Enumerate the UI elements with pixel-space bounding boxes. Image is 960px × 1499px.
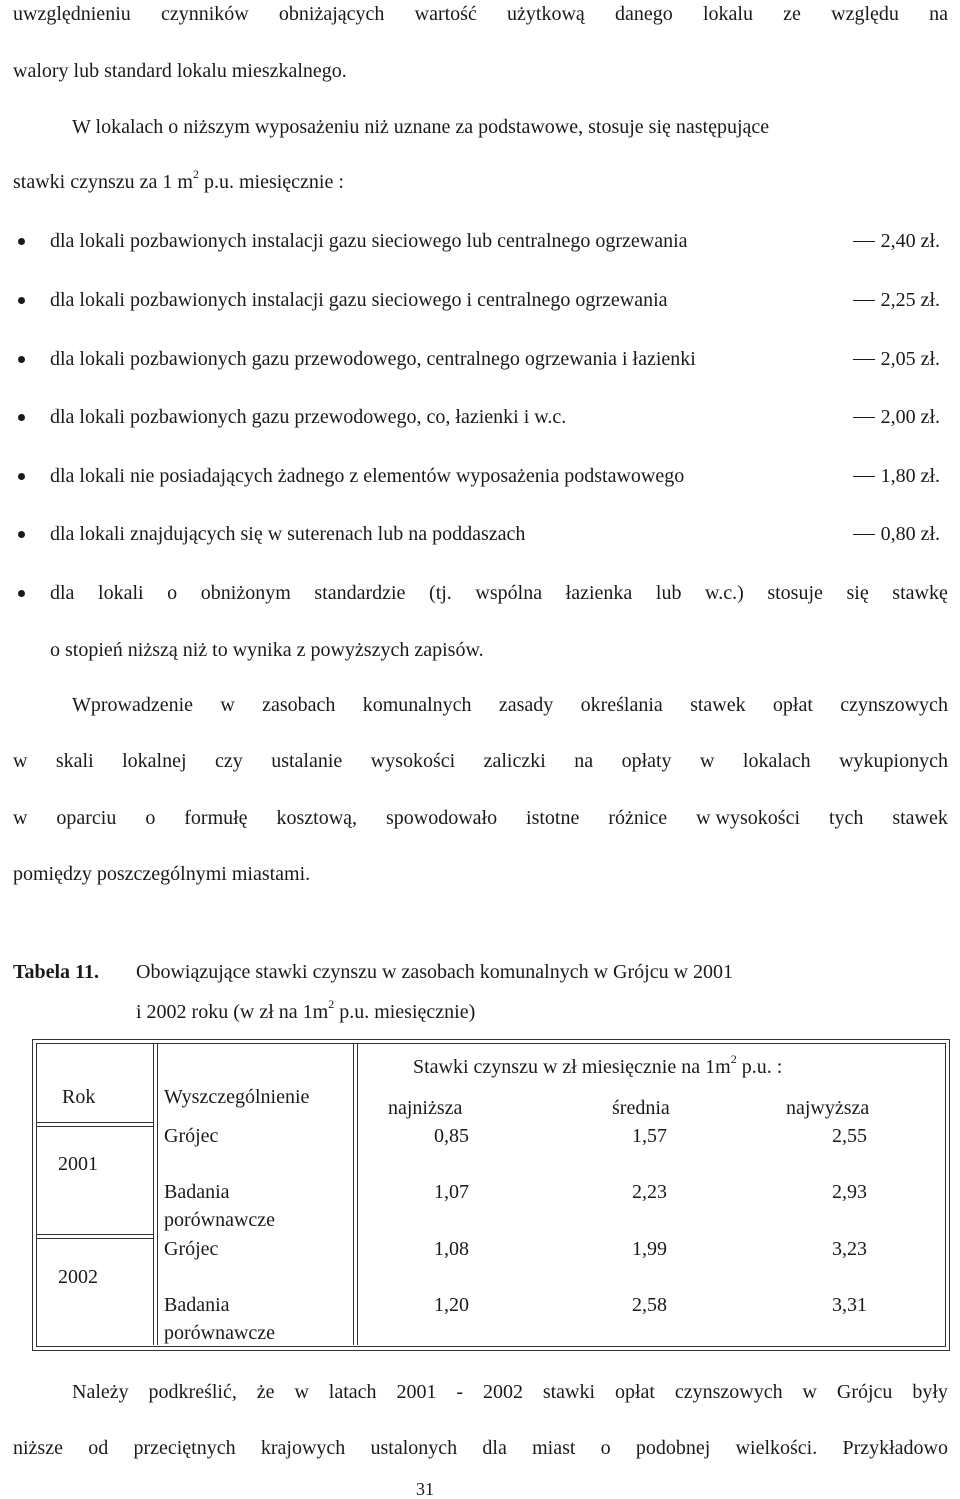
dash-icon bbox=[853, 300, 875, 302]
word: kosztową, bbox=[276, 807, 358, 829]
paragraph4-line1 bbox=[72, 1382, 948, 1402]
bullet-dot bbox=[18, 297, 25, 304]
table-cell-min: 1,08 bbox=[434, 1238, 469, 1260]
word: użytkową bbox=[507, 3, 585, 25]
word: na bbox=[574, 750, 594, 772]
table-divider bbox=[36, 1126, 153, 1127]
word: wielkości. bbox=[735, 1437, 818, 1459]
bullet-dot bbox=[18, 531, 25, 538]
rate-description: dla lokali pozbawionych gazu przewodowego, centralnego ogrzewania i łazienki bbox=[50, 348, 696, 370]
word: danego bbox=[615, 3, 673, 25]
rate-amount bbox=[853, 524, 940, 544]
word: latach bbox=[328, 1381, 377, 1403]
rate-amount bbox=[853, 231, 940, 251]
word: (tj. bbox=[429, 582, 452, 604]
rate-description: dla lokali znajdujących się w suterenach lub na poddaszach bbox=[50, 523, 526, 545]
word: stawek bbox=[690, 694, 746, 716]
table-cell-max: 3,31 bbox=[832, 1294, 867, 1316]
paragraph2-line1: W lokalach o niższym wyposażeniu niż uznane za podstawowe, stosuje się następujące bbox=[72, 116, 770, 138]
word: różnice bbox=[608, 807, 668, 829]
word: tych bbox=[828, 807, 864, 829]
bullet-dot bbox=[18, 238, 25, 245]
table-cell-item: Grójec bbox=[164, 1238, 219, 1260]
word: że bbox=[256, 1381, 275, 1403]
caption-line2-text: i 2002 roku (w zł na 1m bbox=[136, 1001, 329, 1023]
table-cell-item: porównawcze bbox=[164, 1322, 276, 1344]
word: określania bbox=[580, 694, 663, 716]
paragraph1-line2: walory lub standard lokalu mieszkalnego. bbox=[13, 60, 347, 82]
last-bullet-line2: o stopień niższą niż to wynika z powyższych zapisów. bbox=[50, 639, 484, 661]
word: - bbox=[456, 1381, 464, 1403]
word: w bbox=[802, 1381, 817, 1403]
rate-amount-value: 1,80 zł. bbox=[880, 465, 940, 487]
table-divider bbox=[153, 1043, 154, 1345]
table-cell-avg: 1,57 bbox=[632, 1125, 667, 1147]
dash-icon bbox=[853, 476, 875, 478]
rate-description: dla lokali pozbawionych gazu przewodowego, co, łazienki i w.c. bbox=[50, 406, 567, 428]
word: podkreślić, bbox=[148, 1381, 237, 1403]
word: opłaty bbox=[621, 750, 672, 772]
word: lokali bbox=[98, 582, 144, 604]
header-rates-text: Stawki czynszu w zł miesięcznie na 1m bbox=[413, 1056, 731, 1078]
word: zasady bbox=[498, 694, 554, 716]
header-rates-tail: p.u. : bbox=[736, 1056, 783, 1078]
table-divider bbox=[36, 1238, 153, 1239]
word: Należy bbox=[72, 1381, 129, 1403]
word: skali bbox=[55, 750, 94, 772]
word: oparciu bbox=[56, 807, 117, 829]
dash-icon bbox=[853, 241, 875, 243]
table-header-rates bbox=[413, 1052, 783, 1078]
word: zasobach bbox=[262, 694, 336, 716]
word: w.c.) bbox=[705, 582, 744, 604]
word: w wysokości bbox=[696, 807, 800, 829]
table-divider bbox=[36, 1234, 153, 1235]
page-number: 31 bbox=[416, 1479, 434, 1499]
rate-description: dla lokali nie posiadających żadnego z elementów wyposażenia podstawowego bbox=[50, 465, 685, 487]
bullet-dot bbox=[18, 414, 25, 421]
table-header-max: najwyższa bbox=[786, 1097, 870, 1119]
table-cell-min: 1,20 bbox=[434, 1294, 469, 1316]
word: czy bbox=[214, 750, 243, 772]
word: krajowych bbox=[260, 1437, 346, 1459]
word: przeciętnych bbox=[133, 1437, 236, 1459]
rate-description: dla lokali pozbawionych instalacji gazu sieciowego lub centralnego ogrzewania bbox=[50, 230, 688, 252]
table-cell-item: Badania bbox=[164, 1294, 230, 1316]
word: niższe bbox=[13, 1437, 63, 1459]
superscript: 2 bbox=[192, 167, 199, 182]
table-cell-year: 2001 bbox=[58, 1153, 98, 1175]
table-header-year: Rok bbox=[62, 1086, 96, 1108]
dash-icon bbox=[853, 359, 875, 361]
table-cell-max: 2,93 bbox=[832, 1181, 867, 1203]
rate-amount bbox=[853, 466, 940, 486]
table-header-avg: średnia bbox=[612, 1097, 670, 1119]
word: o bbox=[600, 1437, 611, 1459]
word: obniżonym bbox=[200, 582, 291, 604]
rate-amount-value: 2,25 zł. bbox=[880, 289, 940, 311]
word: ze bbox=[783, 3, 801, 25]
word: w bbox=[700, 750, 715, 772]
word: stosuje bbox=[767, 582, 823, 604]
table-cell-item: porównawcze bbox=[164, 1209, 276, 1231]
table-divider bbox=[357, 1043, 358, 1345]
paragraph3-line3 bbox=[13, 808, 948, 828]
word: stawek bbox=[892, 807, 948, 829]
last-bullet-line1 bbox=[50, 583, 948, 603]
word: formułę bbox=[184, 807, 248, 829]
word: łazienka bbox=[565, 582, 633, 604]
word: zaliczki bbox=[483, 750, 546, 772]
table-cell-year: 2002 bbox=[58, 1266, 98, 1288]
paragraph3-line2 bbox=[13, 751, 948, 771]
paragraph4-line2 bbox=[13, 1438, 948, 1458]
word: lokalu bbox=[702, 3, 753, 25]
paragraph1-line1 bbox=[13, 4, 948, 24]
rate-amount-value: 2,40 zł. bbox=[880, 230, 940, 252]
word: Grójcu bbox=[836, 1381, 893, 1403]
table-header-min: najniższa bbox=[388, 1097, 463, 1119]
table-cell-item: Badania bbox=[164, 1181, 230, 1203]
word: czynszowych bbox=[674, 1381, 783, 1403]
bullet-dot bbox=[18, 590, 25, 597]
rate-amount bbox=[853, 407, 940, 427]
word: wartość bbox=[414, 3, 477, 25]
word: w bbox=[13, 807, 28, 829]
word: od bbox=[88, 1437, 109, 1459]
dash-icon bbox=[853, 417, 875, 419]
rate-amount-value: 2,05 zł. bbox=[880, 348, 940, 370]
rate-amount bbox=[853, 290, 940, 310]
word: względu bbox=[831, 3, 899, 25]
paragraph3-line4: pomiędzy poszczególnymi miastami. bbox=[13, 863, 311, 885]
word: miast bbox=[532, 1437, 576, 1459]
word: ustalonych bbox=[370, 1437, 458, 1459]
bullet-dot bbox=[18, 356, 25, 363]
word: stawkę bbox=[892, 582, 948, 604]
word: w bbox=[294, 1381, 309, 1403]
word: spowodowało bbox=[385, 807, 498, 829]
word: opłat bbox=[614, 1381, 655, 1403]
word: obniżających bbox=[278, 3, 385, 25]
word: o bbox=[167, 582, 178, 604]
word: dla bbox=[482, 1437, 507, 1459]
word: Przykładowo bbox=[842, 1437, 948, 1459]
caption-line2-tail: p.u. miesięcznie) bbox=[334, 1001, 476, 1023]
table-header-item: Wyszczególnienie bbox=[164, 1086, 310, 1108]
table-cell-item: Grójec bbox=[164, 1125, 219, 1147]
word: 2001 bbox=[396, 1381, 437, 1403]
word: czynszowych bbox=[840, 694, 948, 716]
word: wysokości bbox=[370, 750, 456, 772]
table-cell-min: 1,07 bbox=[434, 1181, 469, 1203]
word: uwzględnieniu bbox=[13, 3, 131, 25]
rates-intro-tail: p.u. miesięcznie : bbox=[198, 171, 344, 193]
word: w bbox=[220, 694, 235, 716]
word: w bbox=[13, 750, 28, 772]
superscript: 2 bbox=[328, 997, 335, 1012]
table-divider bbox=[353, 1043, 354, 1345]
paragraph3-line1 bbox=[72, 695, 948, 715]
word: istotne bbox=[526, 807, 580, 829]
word: czynników bbox=[160, 3, 249, 25]
table-cell-avg: 2,58 bbox=[632, 1294, 667, 1316]
table-cell-avg: 2,23 bbox=[632, 1181, 667, 1203]
rate-description: dla lokali pozbawionych instalacji gazu sieciowego i centralnego ogrzewania bbox=[50, 289, 668, 311]
table-divider bbox=[36, 1122, 153, 1123]
word: podobnej bbox=[635, 1437, 711, 1459]
word: Wprowadzenie bbox=[72, 694, 194, 716]
word: o bbox=[145, 807, 156, 829]
table-cell-avg: 1,99 bbox=[632, 1238, 667, 1260]
word: dla bbox=[50, 582, 75, 604]
rate-amount-value: 0,80 zł. bbox=[880, 523, 940, 545]
word: stawki bbox=[542, 1381, 596, 1403]
rate-amount bbox=[853, 349, 940, 369]
word: 2002 bbox=[482, 1381, 523, 1403]
table-cell-max: 2,55 bbox=[832, 1125, 867, 1147]
superscript: 2 bbox=[730, 1052, 737, 1067]
word: wspólna bbox=[475, 582, 543, 604]
table-caption-label: Tabela 11. bbox=[13, 961, 99, 983]
word: wykupionych bbox=[839, 750, 948, 772]
table-caption-line1: Obowiązujące stawki czynszu w zasobach komunalnych w Grójcu w 2001 bbox=[136, 961, 734, 983]
word: na bbox=[929, 3, 948, 25]
word: lokalach bbox=[742, 750, 811, 772]
word: komunalnych bbox=[362, 694, 472, 716]
dash-icon bbox=[853, 534, 875, 536]
word: standardzie bbox=[314, 582, 406, 604]
word: opłat bbox=[772, 694, 813, 716]
rates-intro-text: stawki czynszu za 1 m bbox=[13, 171, 193, 193]
word: się bbox=[846, 582, 869, 604]
table-divider bbox=[157, 1043, 158, 1345]
table-cell-min: 0,85 bbox=[434, 1125, 469, 1147]
word: lub bbox=[655, 582, 682, 604]
word: ustalanie bbox=[271, 750, 343, 772]
bullet-dot bbox=[18, 473, 25, 480]
rate-amount-value: 2,00 zł. bbox=[880, 406, 940, 428]
word: lokalnej bbox=[122, 750, 187, 772]
table-caption-line2 bbox=[136, 997, 476, 1023]
paragraph2-line2 bbox=[13, 167, 344, 193]
word: były bbox=[912, 1381, 948, 1403]
table-cell-max: 3,23 bbox=[832, 1238, 867, 1260]
